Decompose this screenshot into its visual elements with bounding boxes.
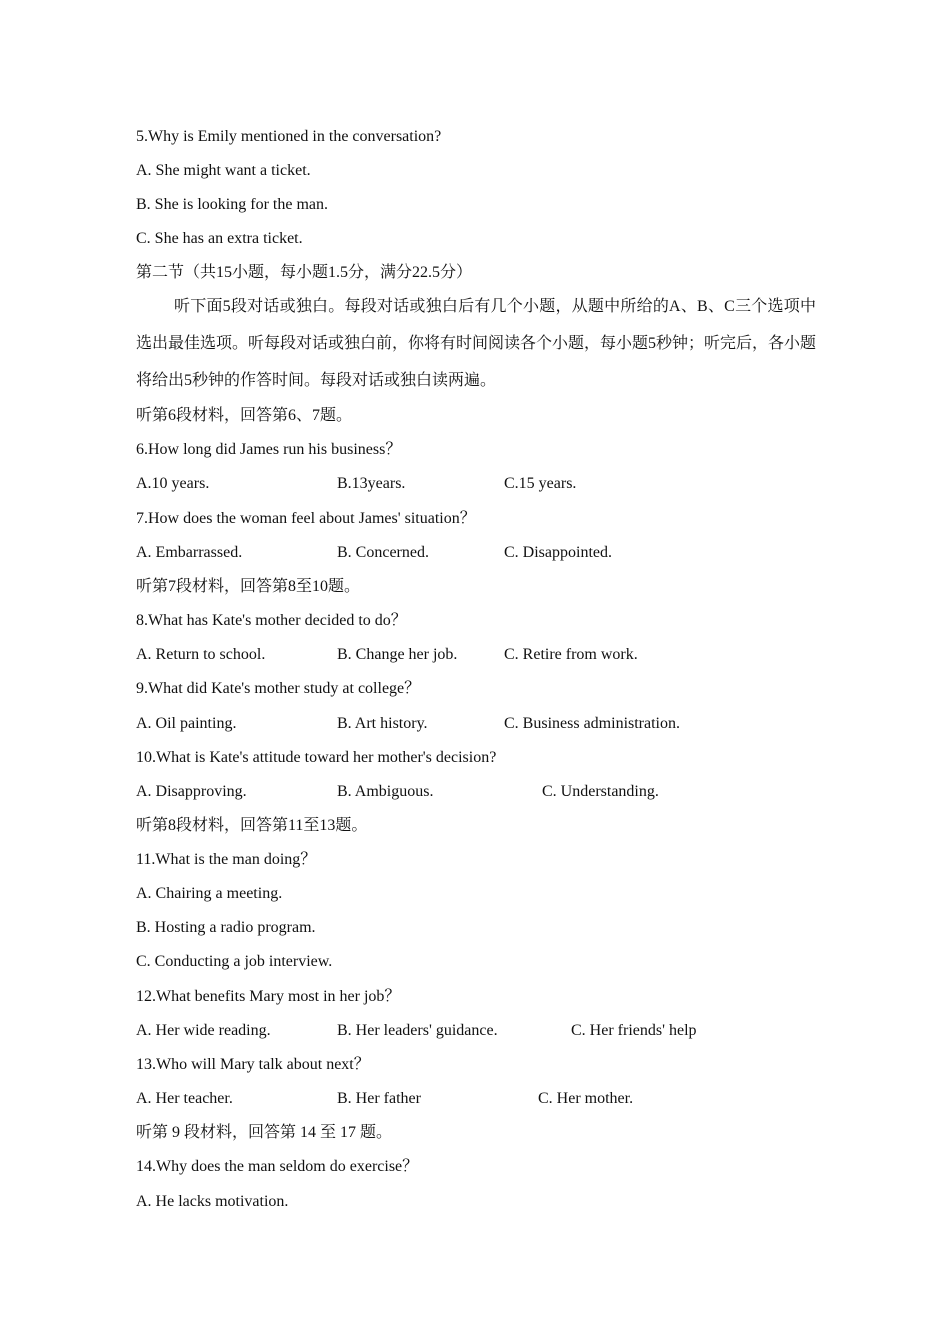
q5-option-a: A. She might want a ticket.: [136, 162, 311, 179]
q6-option-c: C.15 years.: [504, 475, 577, 492]
q8-option-b: B. Change her job.: [337, 646, 458, 663]
q13-option-a: A. Her teacher.: [136, 1090, 233, 1107]
q8-option-a: A. Return to school.: [136, 646, 266, 663]
q5-option-b: B. She is looking for the man.: [136, 196, 328, 213]
q10-option-a: A. Disapproving.: [136, 783, 247, 800]
q10-option-c: C. Understanding.: [542, 783, 659, 800]
question-13: 13.Who will Mary talk about next？: [136, 1056, 370, 1073]
material-8-heading: 听第8段材料，回答第11至13题。: [136, 817, 368, 834]
q14-option-a: A. He lacks motivation.: [136, 1193, 289, 1210]
question-14: 14.Why does the man seldom do exercise？: [136, 1158, 419, 1175]
question-6: 6.How long did James run his business？: [136, 441, 402, 458]
question-10: 10.What is Kate's attitude toward her mother's decision?: [136, 749, 497, 766]
q11-option-b: B. Hosting a radio program.: [136, 919, 316, 936]
q12-options: [136, 1021, 816, 1041]
q7-options: [136, 543, 816, 563]
q9-option-c: C. Business administration.: [504, 715, 680, 732]
q9-option-b: B. Art history.: [337, 715, 428, 732]
q12-option-b: B. Her leaders' guidance.: [337, 1022, 498, 1039]
question-7: 7.How does the woman feel about James' situation？: [136, 510, 476, 527]
q9-options: [136, 714, 816, 734]
material-9-heading: 听第 9 段材料，回答第 14 至 17 题。: [136, 1124, 393, 1141]
q10-options: [136, 782, 816, 802]
q11-option-c: C. Conducting a job interview.: [136, 953, 333, 970]
q13-options: [136, 1089, 816, 1109]
question-11: 11.What is the man doing？: [136, 851, 317, 868]
q6-option-a: A.10 years.: [136, 475, 210, 492]
q9-option-a: A. Oil painting.: [136, 715, 237, 732]
q11-option-a: A. Chairing a meeting.: [136, 885, 283, 902]
section-2-instructions: 听下面5段对话或独白。每段对话或独白后有几个小题，从题中所给的A、B、C三个选项中选出最佳选项。听每段对话或独白前，你将有时间阅读各个小题，每小题5秒钟；听完后，各小题将给出5秒钟的作答时间。每段对话或独白读两遍。: [136, 298, 817, 389]
q12-option-a: A. Her wide reading.: [136, 1022, 271, 1039]
q12-option-c: C. Her friends' help: [571, 1022, 697, 1039]
q10-option-b: B. Ambiguous.: [337, 783, 434, 800]
q7-option-a: A. Embarrassed.: [136, 544, 243, 561]
question-12: 12.What benefits Mary most in her job？: [136, 988, 401, 1005]
material-7-heading: 听第7段材料，回答第8至10题。: [136, 578, 361, 595]
q7-option-c: C. Disappointed.: [504, 544, 612, 561]
question-5: 5.Why is Emily mentioned in the conversation?: [136, 128, 442, 145]
q6-option-b: B.13years.: [337, 475, 406, 492]
q8-option-c: C. Retire from work.: [504, 646, 638, 663]
question-9: 9.What did Kate's mother study at college？: [136, 680, 421, 697]
q7-option-b: B. Concerned.: [337, 544, 429, 561]
q13-option-c: C. Her mother.: [538, 1090, 634, 1107]
q8-options: [136, 645, 816, 665]
q5-option-c: C. She has an extra ticket.: [136, 230, 303, 247]
material-6-heading: 听第6段材料，回答第6、7题。: [136, 407, 353, 424]
q6-options: [136, 474, 816, 494]
question-8: 8.What has Kate's mother decided to do？: [136, 612, 407, 629]
section-2-title: 第二节（共15小题，每小题1.5分，满分22.5分）: [136, 264, 473, 281]
q13-option-b: B. Her father: [337, 1090, 421, 1107]
